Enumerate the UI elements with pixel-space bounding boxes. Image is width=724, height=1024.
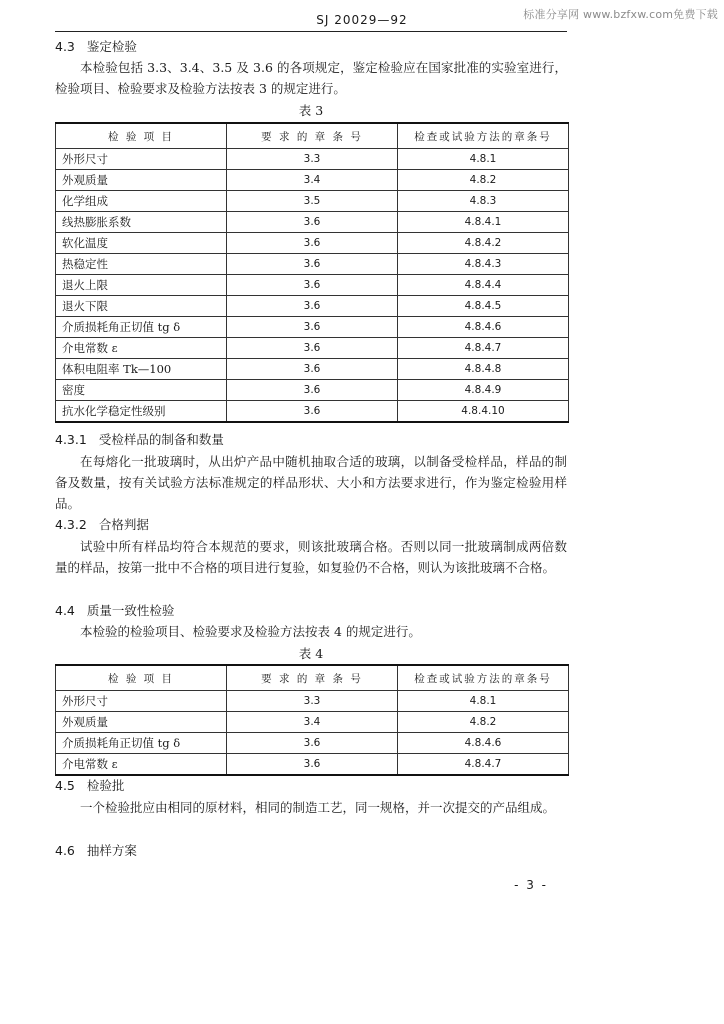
test-method-clause-cell: 4.8.4.8 [398,359,569,380]
requirement-clause-cell: 3.4 [227,712,398,733]
inspection-item-cell: 化学组成 [56,191,227,212]
section-number: 4.3 [55,39,75,54]
test-method-clause-cell: 4.8.2 [398,170,569,191]
section-4-4-body [55,621,567,642]
section-title: 受检样品的制备和数量 [98,432,224,447]
paragraph: 一个检验批应由相同的原材料，相同的制造工艺，同一规格，并一次提交的产品组成。 [80,800,556,815]
page-number: - 3 - [514,878,548,892]
column-header: 检查或试验方法的章条号 [398,123,569,149]
table-row [56,191,569,212]
table-3-caption: 表 3 [298,103,324,118]
requirement-clause-cell: 3.6 [227,359,398,380]
test-method-clause-cell: 4.8.4.5 [398,296,569,317]
section-4-3-heading [55,36,567,57]
table-row [56,691,569,712]
inspection-item-cell: 抗水化学稳定性级别 [56,401,227,423]
inspection-item-cell: 外形尺寸 [56,691,227,712]
section-4-3-body [55,57,567,99]
test-method-clause-cell: 4.8.2 [398,712,569,733]
inspection-item-cell: 介质损耗角正切值 tg δ [56,317,227,338]
test-method-clause-cell: 4.8.4.6 [398,733,569,754]
table-row [56,712,569,733]
requirement-clause-cell: 3.5 [227,191,398,212]
test-method-clause-cell: 4.8.3 [398,191,569,212]
test-method-clause-cell: 4.8.4.7 [398,338,569,359]
test-method-clause-cell: 4.8.4.1 [398,212,569,233]
test-method-clause-cell: 4.8.4.7 [398,754,569,776]
requirement-clause-cell: 3.6 [227,212,398,233]
column-header: 要 求 的 章 条 号 [227,123,398,149]
section-4-3-2-heading [55,514,567,535]
watermark: 标准分享网 www.bzfxw.com免费下载 [523,8,718,21]
paragraph: 试验中所有样品均符合本规范的要求，则该批玻璃合格。否则以同一批玻璃制成两倍数量的样品，按第一批中不合格的项目进行复验，如复验仍不合格，则认为该批玻璃不合格。 [55,539,567,575]
test-method-clause-cell: 4.8.4.9 [398,380,569,401]
requirement-clause-cell: 3.3 [227,691,398,712]
section-4-3-2-body [55,536,567,578]
table-row [56,380,569,401]
section-number: 4.5 [55,778,75,793]
table-4-caption: 表 4 [298,646,324,661]
requirement-clause-cell: 3.6 [227,401,398,423]
inspection-item-cell: 介电常数 ε [56,338,227,359]
table-row [56,233,569,254]
table-4 [55,664,569,776]
section-number: 4.3.1 [55,432,87,447]
table-row [56,754,569,776]
table-header-row [56,123,569,149]
inspection-item-cell: 退火上限 [56,275,227,296]
requirement-clause-cell: 3.6 [227,733,398,754]
section-4-3-1-body [55,451,567,514]
column-header: 要 求 的 章 条 号 [227,665,398,691]
paragraph: 本检验的检验项目、检验要求及检验方法按表 4 的规定进行。 [80,624,421,639]
section-4-6-heading [55,840,567,861]
table-row [56,170,569,191]
inspection-item-cell: 外形尺寸 [56,149,227,170]
standard-number: SJ 20029—92 [316,13,408,27]
table-row [56,359,569,380]
inspection-item-cell: 介质损耗角正切值 tg δ [56,733,227,754]
section-number: 4.3.2 [55,517,87,532]
table-row [56,317,569,338]
section-4-3-1-heading [55,429,567,450]
header-rule [55,31,567,32]
paragraph: 在每熔化一批玻璃时，从出炉产品中随机抽取合适的玻璃，以制备受检样品，样品的制备及数量，按有关试验方法标准规定的样品形状、大小和方法要求进行，作为鉴定检验用样品。 [55,454,567,511]
section-4-5-body [55,797,567,818]
column-header: 检 验 项 目 [56,123,227,149]
test-method-clause-cell: 4.8.4.4 [398,275,569,296]
test-method-clause-cell: 4.8.4.10 [398,401,569,423]
inspection-item-cell: 外观质量 [56,712,227,733]
inspection-item-cell: 介电常数 ε [56,754,227,776]
inspection-item-cell: 热稳定性 [56,254,227,275]
requirement-clause-cell: 3.6 [227,254,398,275]
requirement-clause-cell: 3.6 [227,754,398,776]
test-method-clause-cell: 4.8.4.2 [398,233,569,254]
section-number: 4.4 [55,603,75,618]
requirement-clause-cell: 3.6 [227,275,398,296]
column-header: 检查或试验方法的章条号 [398,665,569,691]
table-3 [55,122,569,423]
test-method-clause-cell: 4.8.1 [398,149,569,170]
inspection-item-cell: 线热膨胀系数 [56,212,227,233]
requirement-clause-cell: 3.6 [227,380,398,401]
requirement-clause-cell: 3.6 [227,233,398,254]
table-header-row [56,665,569,691]
column-header: 检 验 项 目 [56,665,227,691]
table-row [56,212,569,233]
requirement-clause-cell: 3.6 [227,317,398,338]
test-method-clause-cell: 4.8.4.3 [398,254,569,275]
test-method-clause-cell: 4.8.1 [398,691,569,712]
section-title: 质量一致性检验 [86,603,175,618]
inspection-item-cell: 密度 [56,380,227,401]
requirement-clause-cell: 3.6 [227,338,398,359]
requirement-clause-cell: 3.3 [227,149,398,170]
table-row [56,401,569,423]
table-row [56,275,569,296]
table-row [56,254,569,275]
requirement-clause-cell: 3.6 [227,296,398,317]
section-title: 合格判据 [98,517,149,532]
paragraph: 本检验包括 3.3、3.4、3.5 及 3.6 的各项规定，鉴定检验应在国家批准的实验室进行，检验项目、检验要求及检验方法按表 3 的规定进行。 [55,60,567,96]
table-row [56,338,569,359]
table-row [56,296,569,317]
table-row [56,733,569,754]
section-title: 抽样方案 [86,843,137,858]
section-4-4-heading [55,600,567,621]
section-title: 鉴定检验 [86,39,137,54]
test-method-clause-cell: 4.8.4.6 [398,317,569,338]
section-number: 4.6 [55,843,75,858]
section-4-5-heading [55,775,567,796]
inspection-item-cell: 体积电阻率 Tk—100 [56,359,227,380]
inspection-item-cell: 软化温度 [56,233,227,254]
inspection-item-cell: 外观质量 [56,170,227,191]
section-title: 检验批 [86,778,125,793]
table-row [56,149,569,170]
inspection-item-cell: 退火下限 [56,296,227,317]
requirement-clause-cell: 3.4 [227,170,398,191]
